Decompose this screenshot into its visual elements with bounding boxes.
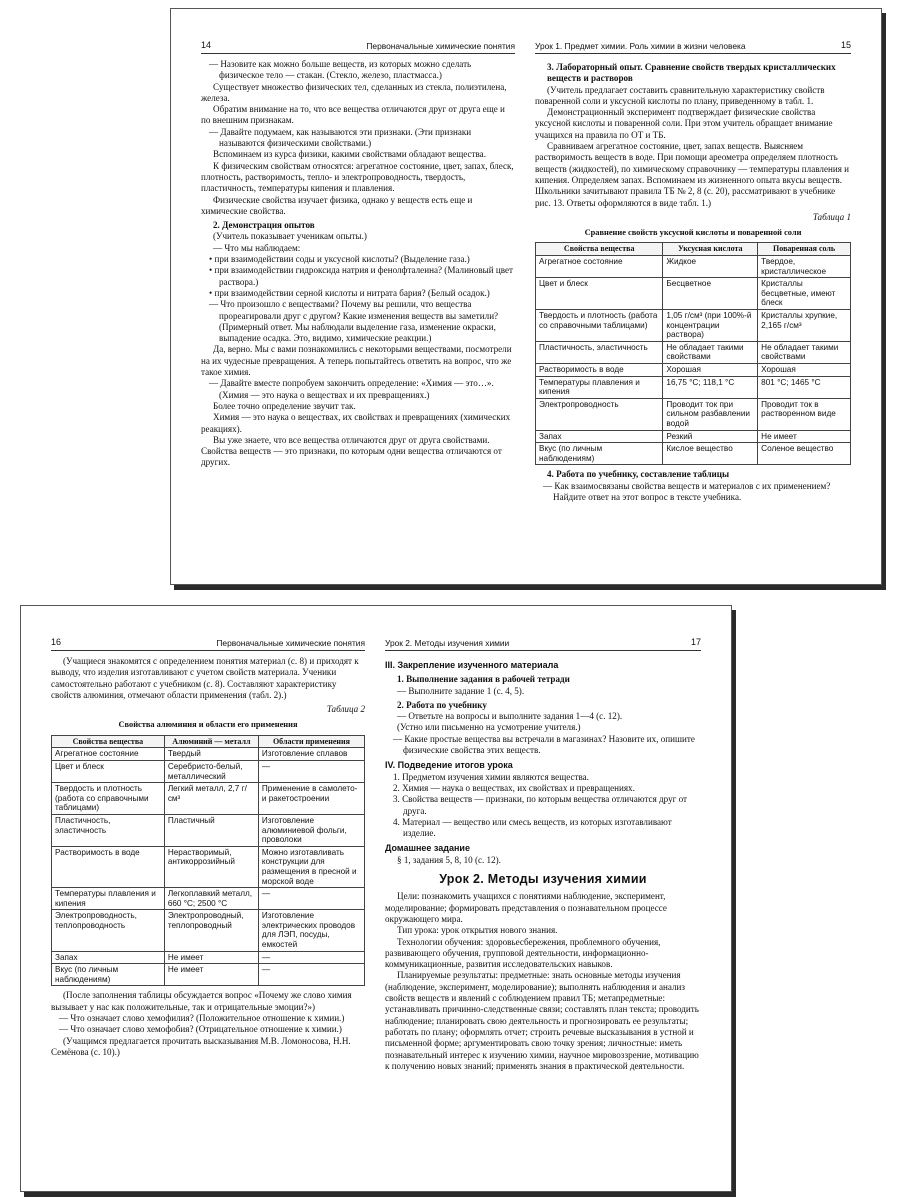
column-header: Свойства вещества [52,735,165,748]
text-line: — Что означает слово хемофобия? (Отрицательное отношение к химии.) [59,1024,342,1035]
table-cell: Твердость и плотность (работа со справочными таблицами) [52,783,165,815]
table-row [52,951,365,964]
table-row [52,910,365,951]
table-cell: Электропроводный, теплопроводный [164,910,258,951]
table-cell: Пластичный [164,814,258,846]
text-line: Демонстрационный эксперимент подтверждает физические свойства уксусной кислоты и поваренной соли. При этом учитель обращает внимание учащихся на правила по ОТ и ТБ. [535,107,833,140]
page-body [385,656,701,1072]
table-cell: Температуры плавления и кипения [536,376,663,398]
table-cell: Цвет и блеск [536,278,663,310]
table-row [536,256,851,278]
column-header: Свойства вещества [536,243,663,256]
page-15 [527,9,879,584]
table-cell: Кристаллы хрупкие, 2,165 г/см³ [758,310,851,342]
table-title: Свойства алюминия и области его применения [118,720,298,730]
text-line: Существует множество физических тел, сделанных из стекла, полиэтилена, железа. [201,81,507,103]
table-cell: Пластичность, эластичность [52,814,165,846]
page-number: 15 [840,40,851,50]
column-header: Уксусная кислота [663,243,758,256]
table-row [536,363,851,376]
table-cell: — [258,951,364,964]
table-row [536,443,851,465]
table-caption: Таблица 2 [326,704,365,715]
text-line: — Как взаимосвязаны свойства веществ и материалов с их применением? Найдите ответ на этот вопрос в тексте учебника. [543,480,831,502]
text-line: (Учитель предлагает составить сравнительную характеристику свойств поваренной соли и уксусной кислоты по плану, приведенному в табл. 1. [535,84,825,106]
table-row [536,376,851,398]
text-line: 4. Материал — вещество или смесь веществ, из которых изготавливают изделие. [393,816,672,839]
table-cell: Изготовление электрических проводов для ЛЭП, посуды, емкостей [258,910,364,951]
section-heading: III. Закрепление изученного материала [385,660,559,670]
table-row [52,760,365,782]
column-header: Алюминий — металл [164,735,258,748]
page-17 [377,606,729,1191]
table-cell: Пластичность, эластичность [536,341,663,363]
page-number: 17 [690,637,701,647]
text-line: — Что произошло с веществами? Почему вы решили, что вещества прореагировали друг с другом? Какие изменения веществ вы заметили? (Примерный ответ. Мы наблюдали выделение газа, изменение окраски, выпадение осадка. Это, видимо, химические реакции.) [209,299,499,344]
section-heading: Домашнее задание [385,843,470,854]
text-line: — Что мы наблюдаем: [213,242,301,253]
table-cell: — [258,888,364,910]
text-line: Физические свойства изучает физика, однако у веществ есть еще и химические свойства. [201,194,473,216]
table-cell: 1,05 г/см³ (при 100%-й концентрации раствора) [663,310,758,342]
text-line: — Давайте подумаем, как называются эти признаки. (Эти признаки называются физическими свойствами.) [209,126,472,149]
page-16 [21,606,373,1191]
table-cell: — [258,964,364,986]
table-header-row [536,243,851,256]
table-cell: Кристаллы бесцветные, имеют блеск [758,278,851,310]
table-cell: Растворимость в воде [536,363,663,376]
text-line: Технологии обучения: здоровьесбережения, проблемного обучения, развивающего обучения, групповой деятельности, информационно-коммуникационные, развития исследовательских навыков. [385,936,661,970]
text-line: — Выполните задание 1 (с. 4, 5). [397,685,525,696]
text-line: — Назовите как можно больше веществ, из которых можно сделать физическое тело — стакан. (Стекло, железо, пластмасса.) [209,59,472,81]
running-title: Урок 2. Методы изучения химии [385,638,510,648]
section-heading: 1. Выполнение задания в рабочей тетради [397,674,570,685]
running-header [385,636,701,651]
page-body [201,59,515,469]
running-header [201,39,515,54]
section-heading: 4. Работа по учебнику, составление таблицы [547,469,730,480]
running-header [535,39,851,54]
table-cell: 801 °C; 1465 °C [758,376,851,398]
table-cell: Твердое, кристаллическое [758,256,851,278]
table-row [52,814,365,846]
table-cell: Нерастворимый, антикоррозийный [164,846,258,887]
text-line: Цели: познакомить учащихся с понятиями наблюдение, эксперимент, моделирование; формировать представления о познавательном процессе окружающего мира. [385,891,667,924]
table-row [536,278,851,310]
text-line: § 1, задания 5, 8, 10 (с. 12). [397,854,501,865]
table-cell: Хорошая [663,363,758,376]
page-number: 14 [201,40,212,50]
text-line: (Учитель показывает ученикам опыты.) [213,231,367,242]
lesson-heading: Урок 2. Методы изучения химии [439,872,647,887]
text-line: — Ответьте на вопросы и выполните задания 1—4 (с. 12). [397,711,623,722]
running-title: Первоначальные химические понятия [216,638,365,648]
text-line: — Давайте вместе попробуем закончить определение: «Химия — это…». (Химия — это наука о веществах и их превращениях.) [209,378,494,400]
table-cell: Цвет и блеск [52,760,165,782]
table-cell: Не имеет [164,951,258,964]
text-block [385,660,701,866]
table-cell: Проводит ток в растворенном виде [758,398,851,430]
table-row [536,398,851,430]
text-line: 2. Химия — наука о веществах, их свойствах и превращениях. [393,782,635,793]
table-cell: Легкий металл, 2,7 г/см³ [164,783,258,815]
table-cell: Вкус (по личным наблюдениям) [52,964,165,986]
text-block [385,891,701,1072]
text-block [535,469,851,503]
table-cell: Электропроводность, теплопроводность [52,910,165,951]
table-cell: Легкоплавкий металл, 660 °C; 2500 °C [164,888,258,910]
table-title: Сравнение свойств уксусной кислоты и поваренной соли [584,228,802,238]
table-cell: Агрегатное состояние [536,256,663,278]
text-line: Более точно определение звучит так. [213,400,356,411]
table-caption: Таблица 1 [812,211,851,222]
table-cell: Не имеет [164,964,258,986]
table-cell: Бесцветное [663,278,758,310]
text-block [51,990,365,1058]
table-cell: Изготовление сплавов [258,748,364,761]
page-number: 16 [51,637,62,647]
text-line: (После заполнения таблицы обсуждается вопрос «Почему же слово химия вызывает у нас как положительные, так и отрицательные эмоции?») [51,990,352,1012]
text-line: • при взаимодействии серной кислоты и нитрата бария? (Белый осадок.) [209,287,490,298]
table-cell: Твердость и плотность (работа со справочными таблицами) [536,310,663,342]
table-cell: Твердый [164,748,258,761]
table-row [52,783,365,815]
table-row [52,748,365,761]
table-row [536,430,851,443]
text-line: (Учащимся предлагается прочитать высказывания М.В. Ломоносова, Н.Н. Семёнова (с. 10).) [51,1035,351,1057]
spread-pages-14-15 [170,8,882,585]
column-header: Области применения [258,735,364,748]
table-row [52,846,365,887]
column-header: Поваренная соль [758,243,851,256]
text-line: • при взаимодействии соды и уксусной кислоты? (Выделение газа.) [209,254,470,265]
table-row [52,964,365,986]
text-line: • при взаимодействии гидроксида натрия и фенолфталеина? (Малиновый цвет раствора.) [209,265,514,287]
text-line: — Что означает слово хемофилия? (Положительное отношение к химии.) [59,1013,345,1024]
table-cell: Кислое вещество [663,443,758,465]
text-line: — Какие простые вещества вы встречали в магазинах? Назовите их, опишите физические свойства этих веществ. [393,733,695,756]
table-cell: Электропроводность [536,398,663,430]
table-cell: Изготовление алюминиевой фольги, проволоки [258,814,364,846]
text-line: Тип урока: урок открытия нового знания. [397,925,558,936]
table-cell: Соленое вещество [758,443,851,465]
text-block [51,656,365,701]
page-body [535,59,851,503]
table-cell: — [258,760,364,782]
table-row [52,888,365,910]
text-line: 1. Предметом изучения химии являются вещества. [393,771,589,782]
table-row [536,341,851,363]
table-cell: Хорошая [758,363,851,376]
text-line: Обратим внимание на то, что все вещества отличаются друг от друга еще и по внешним признакам. [201,104,505,126]
text-line: Вспоминаем из курса физики, какими свойствами обладают вещества. [213,149,486,160]
text-block [535,62,851,209]
text-line: (Учащиеся знакомятся с определением понятия материал (с. 8) и приходят к выводу, что изделия изготавливают с учетом свойств материала. Ученики самостоятельно работают с учебником (с. 8). Составляют характеристику свойств алюминия, отмечают области применения (табл. 2).) [51,656,359,700]
section-heading: 2. Демонстрация опытов [213,220,315,231]
table-cell: Запах [536,430,663,443]
table-cell: Агрегатное состояние [52,748,165,761]
section-heading: 3. Лабораторный опыт. Сравнение свойств твердых кристаллических веществ и растворов [547,62,836,84]
table-cell: Резкий [663,430,758,443]
table-cell: Температуры плавления и кипения [52,888,165,910]
table-cell: Не обладает такими свойствами [758,341,851,363]
aluminium-table [51,735,365,987]
table-cell: Растворимость в воде [52,846,165,887]
running-title: Урок 1. Предмет химии. Роль химии в жизни человека [535,41,746,51]
table-cell: Жидкое [663,256,758,278]
table-cell: Применение в самолето- и ракетостроении [258,783,364,815]
text-line: К физическим свойствам относятся: агрегатное состояние, цвет, запах, блеск, плотность, растворимость, тепло- и электропроводность, твердость, пластичность, температуры кипения и плавления. [201,160,514,194]
page-body [51,656,365,1058]
text-line: 3. Свойства веществ — признаки, по которым вещества отличаются друг от друга. [393,794,688,816]
text-line: Планируемые результаты: предметные: знать основные методы изучения (наблюдение, эксперимент, моделирование); выполнять наблюдения и анализ свойств веществ и явлений с соблюдением правил ТБ; метапредметные: устанавливать причинно-следственные связи; составлять план текста; проводить наблюдение; планировать свою деятельность и прогнозировать ее результаты; работать по плану; оформлять отчет; строить речевые высказывания в устной и письменной форме; аргументировать свою точку зрения; личностные: иметь познавательный интерес к изучению химии, научное мировоззрение, мотивацию к получению новых знаний; применять знания в практической деятельности. [385,970,699,1071]
properties-table [535,242,851,465]
table-row [536,310,851,342]
text-line: Сравниваем агрегатное состояние, цвет, запах веществ. Выясняем растворимость веществ в воде. При помощи ареометра определяем плотность веществ (жидкостей), по химическому справочнику — температуры плавления и кипения. Определяем запах. Вспоминаем из жизненного опыта вкусы веществ. Школьники зачитывают правила ТБ № 2, 8 (с. 20), рассматривают в учебнике рис. 13. Ответы оформляются в виде табл. 1.) [535,141,850,208]
table-cell: Не имеет [758,430,851,443]
text-line: Да, верно. Мы с вами познакомились с некоторыми веществами, посмотрели на их чудесные превращения. А теперь попытайтесь ответить на вопрос, что же такое химия. [201,344,512,378]
table-header-row [52,735,365,748]
page-14 [171,9,523,584]
running-header [51,636,365,651]
table-cell: Запах [52,951,165,964]
text-line: (Устно или письменно на усмотрение учителя.) [397,722,581,733]
text-line: Химия — это наука о веществах, их свойствах и превращениях (химических реакциях). [201,412,511,434]
table-cell: Не обладает такими свойствами [663,341,758,363]
running-title: Первоначальные химические понятия [366,41,515,51]
table-cell: Серебристо-белый, металлический [164,760,258,782]
spread-pages-16-17 [20,605,732,1192]
section-heading: 2. Работа по учебнику [397,699,487,710]
text-line: Вы уже знаете, что все вещества отличаются друг от друга свойствами. Свойства веществ — это признаки, по которым одни вещества отличаются от других. [201,434,502,468]
table-cell: Проводит ток при сильном разбавлении водой [663,398,758,430]
table-cell: Можно изготавливать конструкции для размещения в пресной и морской воде [258,846,364,887]
table-cell: Вкус (по личным наблюдениям) [536,443,663,465]
table-cell: 16,75 °C; 118,1 °C [663,376,758,398]
section-heading: IV. Подведение итогов урока [385,760,513,771]
